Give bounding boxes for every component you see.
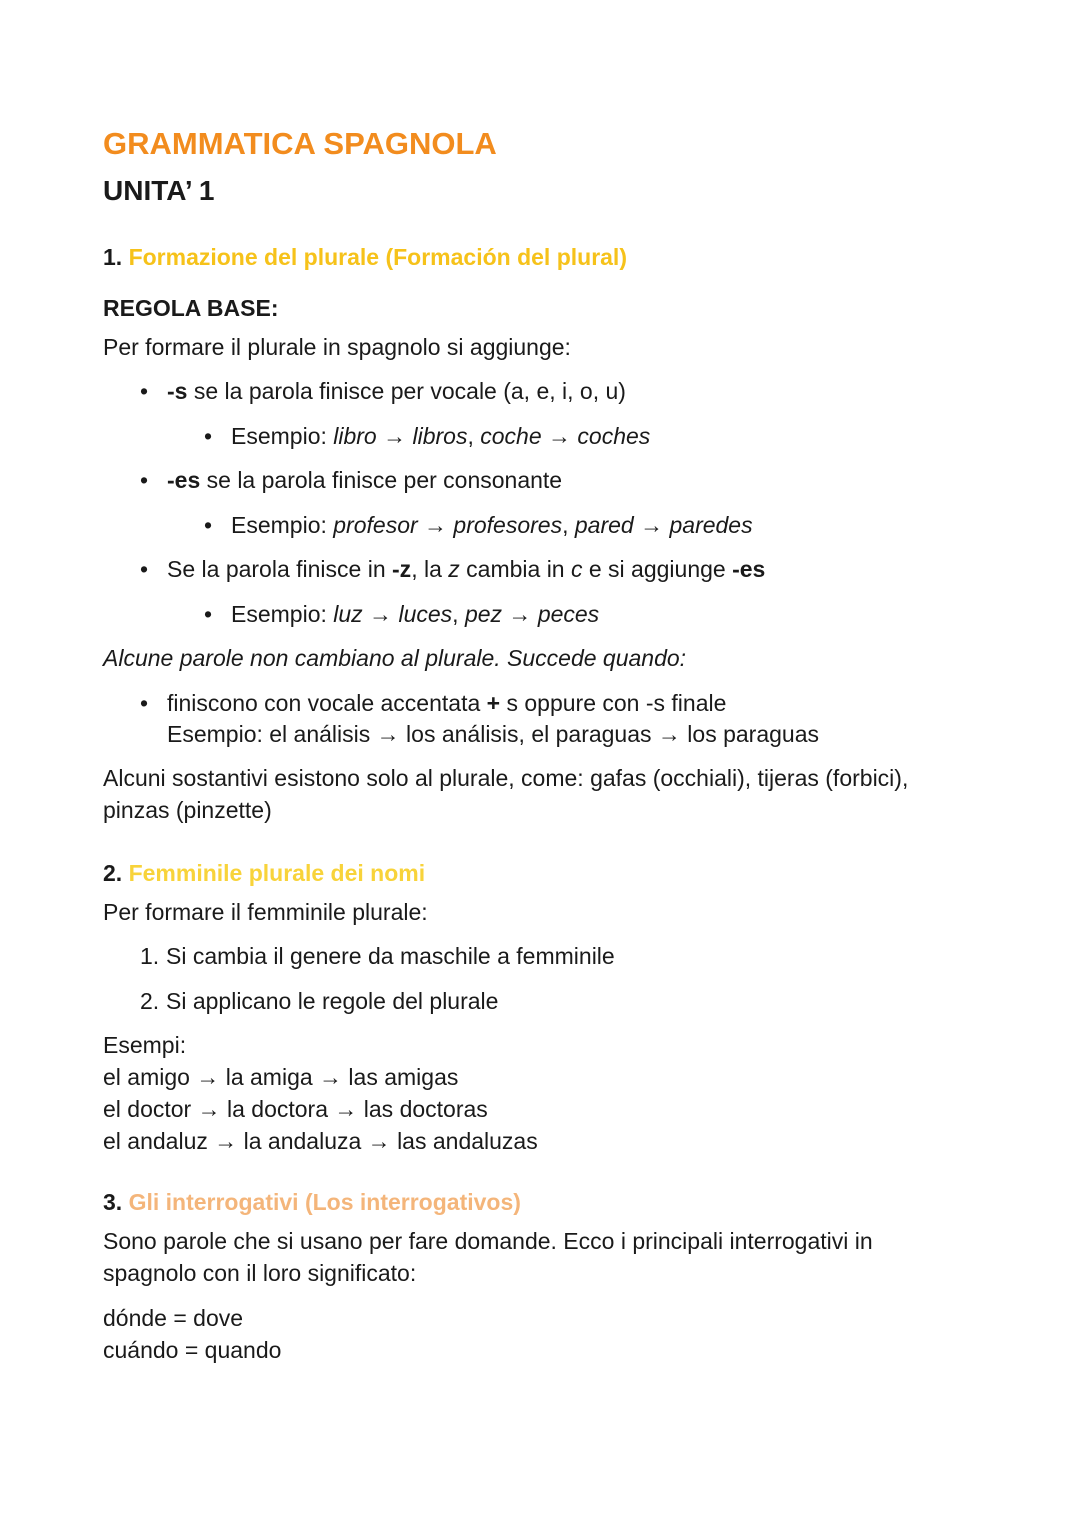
example-item: • Esempio: luz → luces, pez → peces: [204, 598, 599, 630]
interrogatives-intro-2: spagnolo con il loro significato:: [103, 1260, 417, 1286]
unit-title: UNITA’ 1: [103, 175, 215, 206]
document-title: GRAMMATICA SPAGNOLA: [103, 126, 497, 161]
invariable-note: Alcune parole non cambiano al plurale. Succede quando:: [103, 645, 687, 671]
only-plural-line-2: pinzas (pinzette): [103, 797, 272, 823]
step-item: 2. Si applicano le regole del plurale: [140, 988, 499, 1014]
section-3-number: 3.: [103, 1189, 123, 1215]
bullet-icon: •: [204, 601, 213, 627]
list-item: • finiscono con vocale accentata + s oppure con -s finale: [140, 687, 726, 719]
list-item: • -es se la parola finisce per consonante: [140, 464, 562, 496]
rule-label: REGOLA BASE:: [103, 295, 279, 321]
bullet-icon: •: [140, 556, 149, 582]
section-2-title: Femminile plurale dei nomi: [128, 860, 426, 886]
example-line: el doctor → la doctora → las doctoras: [103, 1096, 488, 1122]
invariable-example: Esempio: el análisis → los análisis, el paraguas → los paraguas: [167, 721, 819, 747]
feminine-intro: Per formare il femminile plurale:: [103, 899, 428, 925]
section-1-heading: [103, 241, 627, 273]
section-1-title: Formazione del plurale (Formación del plural): [128, 244, 627, 270]
plural-intro: Per formare il plurale in spagnolo si aggiunge:: [103, 334, 571, 360]
list-item: • -s se la parola finisce per vocale (a, e, i, o, u): [140, 375, 626, 407]
example-line: el amigo → la amiga → las amigas: [103, 1064, 459, 1090]
examples-label: Esempi:: [103, 1032, 187, 1058]
example-item: • Esempio: libro → libros, coche → coches: [204, 420, 650, 452]
example-line: el andaluz → la andaluza → las andaluzas: [103, 1128, 538, 1154]
section-1-number: 1.: [103, 244, 123, 270]
only-plural-line-1: Alcuni sostantivi esistono solo al plurale, come: gafas (occhiali), tijeras (forbici),: [103, 765, 909, 791]
section-2-heading: [103, 857, 425, 889]
list-item: • Se la parola finisce in -z, la z cambia in c e si aggiunge -es: [140, 553, 765, 585]
section-3-heading: [103, 1186, 521, 1218]
bullet-icon: •: [140, 690, 149, 716]
step-item: 1. Si cambia il genere da maschile a femminile: [140, 943, 615, 969]
bullet-icon: •: [204, 423, 213, 449]
section-3-title: Gli interrogativi (Los interrogativos): [128, 1189, 521, 1215]
section-2-number: 2.: [103, 860, 123, 886]
interrogatives-intro-1: Sono parole che si usano per fare domande. Ecco i principali interrogativi in: [103, 1228, 873, 1254]
bullet-icon: •: [140, 467, 149, 493]
bullet-icon: •: [140, 378, 149, 404]
bullet-icon: •: [204, 512, 213, 538]
example-item: • Esempio: profesor → profesores, pared → paredes: [204, 509, 753, 541]
interrogative-item: dónde = dove: [103, 1305, 244, 1331]
interrogative-item: cuándo = quando: [103, 1337, 282, 1363]
